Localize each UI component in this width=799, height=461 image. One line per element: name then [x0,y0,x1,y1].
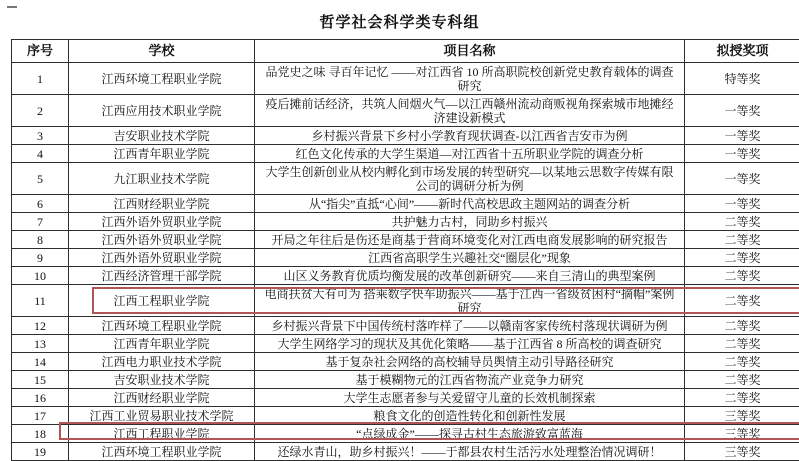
table-row [12,371,799,389]
table-row [12,443,799,461]
table-row [12,163,799,195]
cell-index: 19 [12,443,69,461]
cell-school: 江西环境工程职业学院 [69,63,255,95]
cell-school: 吉安职业技术学院 [69,371,255,389]
cell-school: 江西工程职业学院 [69,285,255,317]
cell-award: 三等奖 [685,407,799,425]
table-row [12,389,799,407]
cell-award: 二等奖 [685,389,799,407]
cell-school: 江西工程职业学院 [69,425,255,443]
cell-award: 三等奖 [685,443,799,461]
page-title: 哲学社会科学类专科组 [0,0,799,32]
cell-index: 2 [12,95,69,127]
table-row [12,63,799,95]
table-row [12,425,799,443]
table-row [12,145,799,163]
cell-award: 二等奖 [685,267,799,285]
cell-school: 江西外语外贸职业学院 [69,249,255,267]
cell-index: 10 [12,267,69,285]
cell-award: 一等奖 [685,163,799,195]
cell-project: 江西省高职学生兴趣社交“圈层化”现象 [255,249,685,267]
cell-school: 江西财经职业学院 [69,389,255,407]
cell-index: 1 [12,63,69,95]
cell-index: 6 [12,195,69,213]
cell-project: 乡村振兴背景下乡村小学教育现状调查-以江西省吉安市为例 [255,127,685,145]
cell-index: 9 [12,249,69,267]
cell-award: 二等奖 [685,353,799,371]
cell-project: 粮食文化的创造性转化和创新性发展 [255,407,685,425]
cell-index: 11 [12,285,69,317]
table-row [12,267,799,285]
cell-school: 江西经济管理干部学院 [69,267,255,285]
cell-school: 江西青年职业学院 [69,335,255,353]
table-row [12,231,799,249]
cell-award: 二等奖 [685,335,799,353]
cell-award: 二等奖 [685,249,799,267]
cell-school: 江西应用技术职业学院 [69,95,255,127]
cell-award: 特等奖 [685,63,799,95]
cell-index: 17 [12,407,69,425]
cell-award: 二等奖 [685,285,799,317]
cell-award: 二等奖 [685,213,799,231]
cell-index: 4 [12,145,69,163]
table-row [12,407,799,425]
table-row [12,335,799,353]
cell-project: 大学生创新创业从校内孵化到市场发展的转型研究—以某地云思数字传媒有限公司的调研分析为例 [255,163,685,195]
cell-project: 乡村振兴背景下中国传统村落咋样了——以赣南客家传统村落现状调研为例 [255,317,685,335]
cell-project: 电商扶贫大有可为 搭乘数字快车助振兴——基于江西一省级贫困村“摘帽”案例研究 [255,285,685,317]
cell-index: 13 [12,335,69,353]
cell-index: 12 [12,317,69,335]
cell-index: 14 [12,353,69,371]
corner-artifact-mark [7,6,17,8]
header-school: 学校 [69,40,255,63]
cell-index: 16 [12,389,69,407]
cell-school: 吉安职业技术学院 [69,127,255,145]
cell-award: 一等奖 [685,195,799,213]
cell-project: 基于模糊物元的江西省物流产业竞争力研究 [255,371,685,389]
table-wrapper [11,39,788,461]
header-award: 拟授奖项 [685,40,799,63]
table-row [12,317,799,335]
table-row [12,213,799,231]
cell-school: 江西青年职业学院 [69,145,255,163]
cell-index: 18 [12,425,69,443]
cell-project: 品党史之味 寻百年记忆 ——对江西省 10 所高职院校创新党史教育载体的调查研究 [255,63,685,95]
cell-school: 江西环境工程职业学院 [69,443,255,461]
table-row [12,127,799,145]
table-row [12,285,799,317]
cell-project: 红色文化传承的大学生渠道—对江西省十五所职业学院的调查分析 [255,145,685,163]
cell-award: 三等奖 [685,425,799,443]
table-row [12,249,799,267]
header-row [12,40,799,63]
table-row [12,195,799,213]
header-project: 项目名称 [255,40,685,63]
table-row [12,353,799,371]
cell-project: 从“指尖”直抵“心间”——新时代高校思政主题网站的调查分析 [255,195,685,213]
cell-index: 15 [12,371,69,389]
cell-project: 山区义务教育优质均衡发展的改革创新研究——来自三清山的典型案例 [255,267,685,285]
cell-school: 江西环境工程职业学院 [69,317,255,335]
cell-award: 一等奖 [685,127,799,145]
cell-project: “点绿成金”——探寻古村生态旅游致富蓝海 [255,425,685,443]
header-index: 序号 [12,40,69,63]
cell-project: 还绿水青山，助乡村振兴！——于都县农村生活污水处理整治情况调研！ [255,443,685,461]
cell-award: 一等奖 [685,95,799,127]
cell-school: 江西外语外贸职业学院 [69,213,255,231]
cell-award: 二等奖 [685,371,799,389]
table-body [12,63,799,461]
cell-project: 基于复杂社会网络的高校辅导员舆情主动引导路径研究 [255,353,685,371]
cell-award: 二等奖 [685,231,799,249]
cell-project: 开局之年往后是伤还是商基于营商环境变化对江西电商发展影响的研究报告 [255,231,685,249]
cell-award: 二等奖 [685,317,799,335]
table-row [12,95,799,127]
cell-award: 一等奖 [685,145,799,163]
cell-project: 大学生志愿者参与关爱留守儿童的长效机制探索 [255,389,685,407]
table-header [12,40,799,63]
cell-school: 江西外语外贸职业学院 [69,231,255,249]
cell-school: 九江职业技术学院 [69,163,255,195]
cell-index: 3 [12,127,69,145]
cell-project: 疫后摊前话经济，共筑人间烟火气—以江西赣州流动商贩视角探索城市地摊经济建设新模式 [255,95,685,127]
cell-school: 江西财经职业学院 [69,195,255,213]
cell-school: 江西工业贸易职业技术学院 [69,407,255,425]
cell-project: 共护魅力古村，同助乡村振兴 [255,213,685,231]
cell-project: 大学生网络学习的现状及其优化策略——基于江西省 8 所高校的调查研究 [255,335,685,353]
cell-index: 5 [12,163,69,195]
cell-index: 7 [12,213,69,231]
cell-index: 8 [12,231,69,249]
award-table [11,39,799,461]
cell-school: 江西电力职业技术学院 [69,353,255,371]
